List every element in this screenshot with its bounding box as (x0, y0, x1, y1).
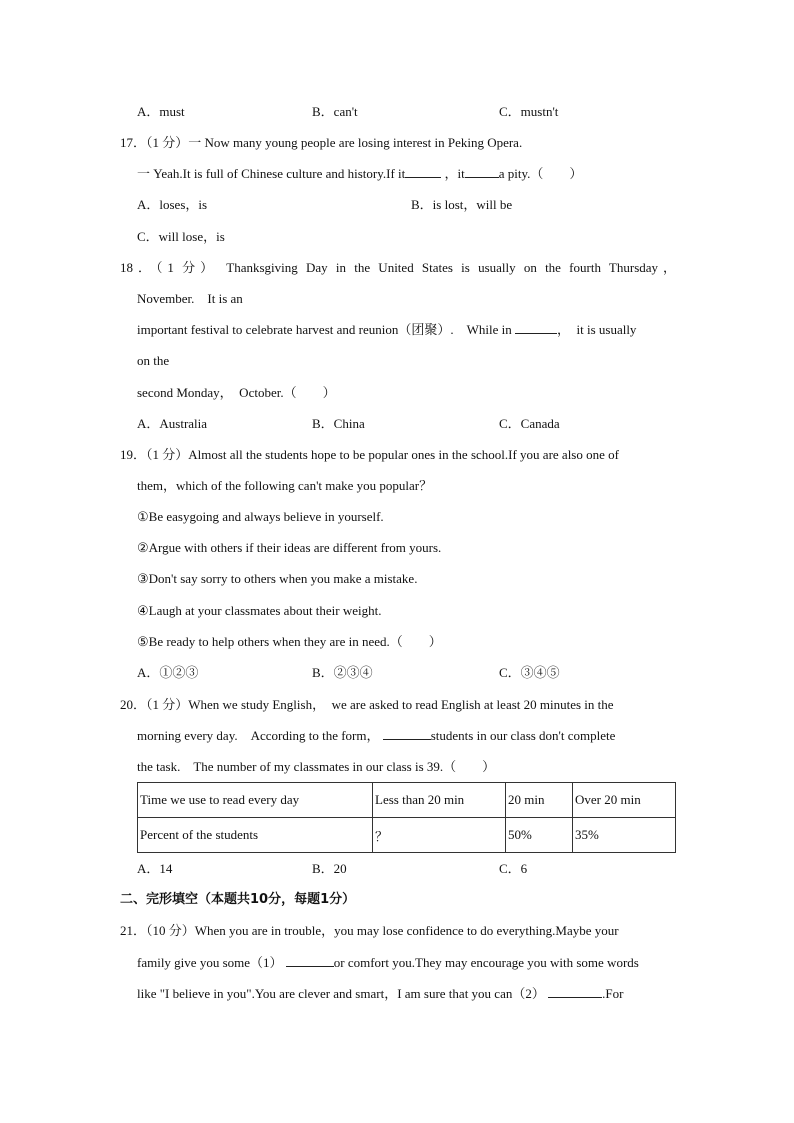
q18-text-line3 (137, 321, 636, 339)
q18-text-b: ， it is usually (556, 322, 637, 337)
table-cell: Over 20 min (573, 783, 676, 818)
q17-option-b: B．is lost，will be (411, 197, 513, 212)
q19-option-c: C．③④⑤ (499, 665, 560, 680)
reading-time-table (137, 782, 676, 853)
table-cell: Less than 20 min (373, 783, 506, 818)
q21-text-b: .For (602, 986, 624, 1001)
q20-option-c: C．6 (499, 861, 528, 876)
q17-question: 17．（1 分）一 Now many young people are losing interest in Peking Opera. (120, 135, 523, 150)
q21-text-b: or comfort you.They may encourage you with some words (333, 955, 639, 970)
q19-item-4: ④Laugh at your classmates about their weight. (137, 603, 382, 618)
q21-question: 21．（10 分）When you are in trouble，you may lose confidence to do everything.Maybe your (120, 923, 619, 938)
q20-text-line2 (137, 727, 615, 745)
q19-item-1: ①Be easygoing and always believe in yourself. (137, 509, 384, 524)
answer-blank (383, 727, 431, 740)
q20-option-b: B．20 (312, 861, 347, 876)
q20-text-line3: the task. The number of my classmates in our class is 39.（ ） (137, 759, 496, 774)
q21-text-line3 (137, 985, 623, 1003)
q18-option-b: B．China (312, 416, 365, 431)
q21-text-line2 (137, 954, 639, 972)
q18-text-line4: on the (137, 353, 170, 368)
q18-text-line5: second Monday， October.（ ） (137, 385, 336, 400)
table-row (138, 818, 676, 853)
q20-option-a: A．14 (137, 861, 173, 876)
q21-text-a: like "I believe in you".You are clever and smart，I am sure that you can（2） (137, 986, 545, 1001)
q17-text-c: a pity.（ ） (498, 166, 583, 181)
q18-question: 18．（1 分） Thanksgiving Day in the United States is usually on the fourth Thursday， (120, 260, 676, 275)
answer-blank (286, 954, 334, 967)
q18-text-line2: November. It is an (137, 291, 243, 306)
table-cell: 50% (506, 818, 573, 853)
q16-option-a: A．must (137, 104, 185, 119)
q20-text-a: morning every day. According to the form， (137, 728, 380, 743)
q17-option-c: C．will lose，is (137, 229, 225, 244)
q17-option-a: A．loses，is (137, 197, 208, 212)
table-row (138, 783, 676, 818)
q20-text-b: students in our class don't complete (430, 728, 616, 743)
q19-option-b: B．②③④ (312, 665, 373, 680)
q18-option-a: A．Australia (137, 416, 208, 431)
q19-option-a: A．①②③ (137, 665, 199, 680)
q18-text-a: important festival to celebrate harvest and reunion（团聚）. While in (137, 322, 512, 337)
answer-blank (548, 985, 602, 998)
section-heading: 二、完形填空（本题共10分，每题1分） (120, 892, 356, 907)
q16-option-b: B．can't (312, 104, 358, 119)
q18-option-c: C．Canada (499, 416, 560, 431)
table-cell: 35% (573, 818, 676, 853)
q19-question: 19．（1 分）Almost all the students hope to be popular ones in the school.If you are also one of (120, 447, 619, 462)
answer-blank (405, 165, 441, 178)
q19-item-5: ⑤Be ready to help others when they are in need.（ ） (137, 634, 442, 649)
answer-blank (465, 165, 499, 178)
table-cell: ？ (373, 818, 506, 853)
q17-text-a: 一 Yeah.It is full of Chinese culture and history.If it (137, 166, 406, 181)
q19-item-2: ②Argue with others if their ideas are different from yours. (137, 540, 442, 555)
q20-question: 20．（1 分）When we study English， we are asked to read English at least 20 minutes in the (120, 697, 614, 712)
q19-text-line2: them，which of the following can't make you popular？ (137, 478, 433, 493)
table-cell: Time we use to read every day (138, 783, 373, 818)
q19-item-3: ③Don't say sorry to others when you make a mistake. (137, 571, 418, 586)
answer-blank (515, 321, 557, 334)
q17-dialogue (137, 165, 582, 183)
q17-text-b: ，it (444, 166, 465, 181)
table-cell: 20 min (506, 783, 573, 818)
q16-option-c: C．mustn't (499, 104, 559, 119)
q21-text-a: family give you some（1） (137, 955, 283, 970)
table-cell: Percent of the students (138, 818, 373, 853)
